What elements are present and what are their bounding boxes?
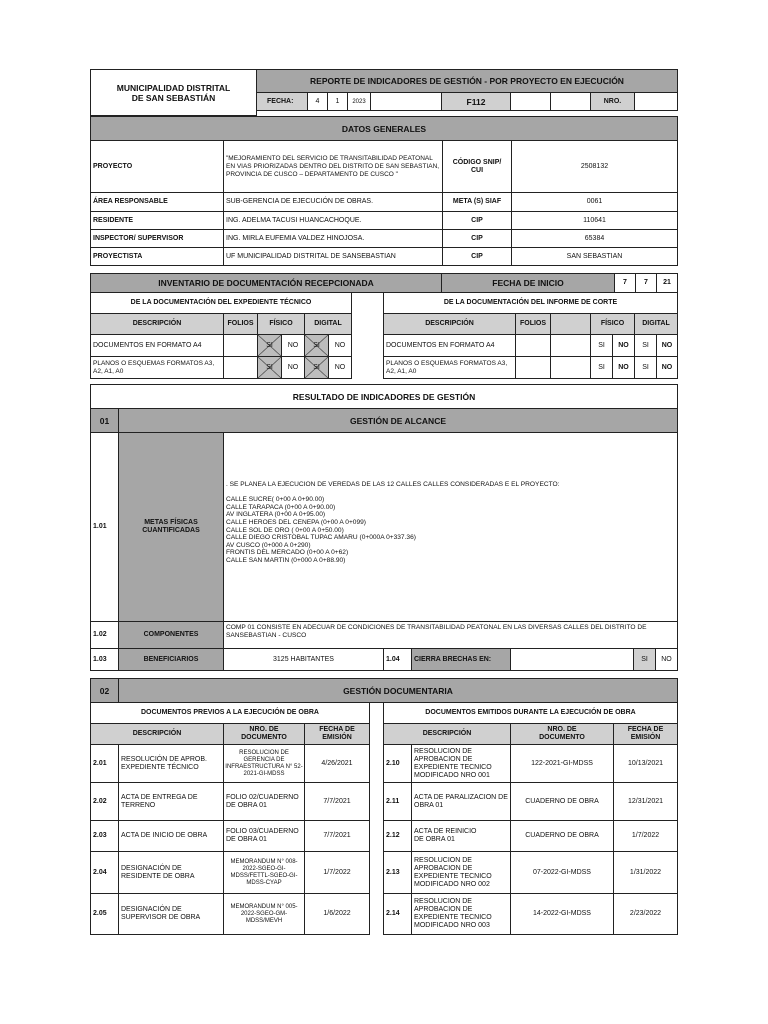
doc-2-04-number: 2.04 xyxy=(90,851,119,894)
doc-2-14-fecha: 2/23/2022 xyxy=(613,893,678,935)
docs-previos-title: DOCUMENTOS PREVIOS A LA EJECUCIÓN DE OBRA xyxy=(90,702,370,724)
doc-2-03-nro: FOLIO 03/CUADERNO DE OBRA 01 xyxy=(223,820,305,852)
inv-left-col-desc: DESCRIPCIÓN xyxy=(90,313,224,335)
gestion-alcance-title: GESTIÓN DE ALCANCE xyxy=(118,408,678,433)
doc-2-01-number: 2.01 xyxy=(90,744,119,783)
cierra-brechas-no: NO xyxy=(655,648,678,671)
form-code: F112 xyxy=(441,92,511,111)
doc-2-03-fecha: 7/7/2021 xyxy=(304,820,370,852)
fecha-label: FECHA: xyxy=(256,92,308,111)
meta-siaf-value: 0061 xyxy=(511,192,678,212)
report-title: REPORTE DE INDICADORES DE GESTIÓN - POR PROYECTO EN EJECUCIÓN xyxy=(256,69,678,93)
inv-right-col-folios: FOLIOS xyxy=(515,313,551,335)
municipality-name: MUNICIPALIDAD DISTRITAL DE SAN SEBASTIÁN xyxy=(90,69,257,116)
fecha-inicio-month: 7 xyxy=(635,273,657,293)
doc-2-04-desc: DESIGNACIÓN DE RESIDENTE DE OBRA xyxy=(118,851,224,894)
residente-value: ING. ADELMA TACUSI HUANCACHOQUE. xyxy=(223,211,443,230)
inv-right-planos-fisico-si: SI xyxy=(590,356,613,379)
beneficiarios-value: 3125 HABITANTES xyxy=(223,648,384,671)
inv-right-a4-folios xyxy=(515,334,551,357)
proyectista-label: PROYECTISTA xyxy=(90,247,224,266)
inv-left-planos-digital-si: SI xyxy=(304,356,329,379)
inv-left-a4-digital-no: NO xyxy=(328,334,352,357)
doc-2-02-nro: FOLIO 02/CUADERNO DE OBRA 01 xyxy=(223,782,305,821)
doc-2-14-desc: RESOLUCION DE APROBACION DE EXPEDIENTE TECNICO MODIFICADO NRO 003 xyxy=(411,893,511,935)
doc-2-03-number: 2.03 xyxy=(90,820,119,852)
residente-cip-value: 110641 xyxy=(511,211,678,230)
inv-left-row-planos: PLANOS O ESQUEMAS FORMATOS A3, A2, A1, A0 xyxy=(90,356,224,379)
inv-right-a4-digital-no: NO xyxy=(656,334,678,357)
inv-right-planos-fisico-no: NO xyxy=(612,356,635,379)
doc-2-13-nro: 07-2022-GI-MDSS xyxy=(510,851,614,894)
doc-2-11-number: 2.11 xyxy=(383,782,412,821)
doc-2-12-desc: ACTA DE REINICIO DE OBRA 01 xyxy=(411,820,511,852)
inventario-title: INVENTARIO DE DOCUMENTACIÓN RECEPCIONADA xyxy=(90,273,442,293)
fecha-month: 1 xyxy=(327,92,348,111)
doc-2-14-nro: 14-2022-GI-MDSS xyxy=(510,893,614,935)
inv-right-row-a4: DOCUMENTOS EN FORMATO A4 xyxy=(383,334,516,357)
doc-2-03-desc: ACTA DE INICIO DE OBRA xyxy=(118,820,224,852)
cierra-brechas-si: SI xyxy=(633,648,656,671)
inv-right-planos-blank xyxy=(550,356,591,379)
informe-corte-title: DE LA DOCUMENTACIÓN DEL INFORME DE CORTE xyxy=(383,292,678,314)
inv-left-planos-digital-no: NO xyxy=(328,356,352,379)
header-blank-2 xyxy=(550,92,591,111)
inv-right-col-digital: DIGITAL xyxy=(634,313,678,335)
inv-left-row-a4: DOCUMENTOS EN FORMATO A4 xyxy=(90,334,224,357)
componentes-text: COMP 01 CONSISTE EN ADECUAR DE CONDICIONES DE TRANSITABILIDAD PEATONAL EN LAS DIVERSAS CALLES DEL DISTRITO DE SANSEBASTIAN - CUSCO xyxy=(223,621,678,649)
doc-2-01-nro: RESOLUCION DE GERENCIA DE INFRAESTRUCTURA N° 52-2021-GI-MDSS xyxy=(223,744,305,783)
doc-2-05-desc: DESIGNACIÓN DE SUPERVISOR DE OBRA xyxy=(118,893,224,935)
metas-fisicas-text: . SE PLANEA LA EJECUCION DE VEREDAS DE LAS 12 CALLES CALLES CONSIDERADAS E EL PROYECTO: CALLE SUCRE( 0+00 A 0+90.00) CALLE TARAPACA (0+00 A 0+90.00) AV INGLATERA (0+00 A 0+95.00) CALLE HEROES DEL CENEPA (0+00 A 0+099) CALLE SOL DE ORO ( 0+00 A 0+50.00) CALLE DIEGO CRISTOBAL TUPAC AMARU (0+000A 0+337.36) AV CUSCO (0+000 A 0+290) FRONTIS DEL MERCADO (0+00 A 0+62) CALLE SAN MARTIN (0+000 A 0+88.90) xyxy=(223,432,678,622)
docs-right-col-fecha: FECHA DE EMISIÓN xyxy=(613,723,678,745)
resultado-title: RESULTADO DE INDICADORES DE GESTIÓN xyxy=(90,384,678,409)
inv-left-a4-digital-si: SI xyxy=(304,334,329,357)
snip-label: CÓDIGO SNIP/ CUI xyxy=(442,140,512,193)
inv-left-planos-fisico-si: SI xyxy=(257,356,282,379)
inv-right-a4-fisico-si: SI xyxy=(590,334,613,357)
doc-2-13-number: 2.13 xyxy=(383,851,412,894)
inv-left-col-folios: FOLIOS xyxy=(223,313,258,335)
doc-2-02-fecha: 7/7/2021 xyxy=(304,782,370,821)
doc-2-01-fecha: 4/26/2021 xyxy=(304,744,370,783)
proyectista-cip-label: CIP xyxy=(442,247,512,266)
doc-2-02-desc: ACTA DE ENTREGA DE TERRENO xyxy=(118,782,224,821)
doc-2-12-nro: CUADERNO DE OBRA xyxy=(510,820,614,852)
residente-cip-label: CIP xyxy=(442,211,512,230)
inv-left-planos-folios xyxy=(223,356,258,379)
metas-fisicas-label: METAS FÍSICAS CUANTIFICADAS xyxy=(118,432,224,622)
doc-2-11-fecha: 12/31/2021 xyxy=(613,782,678,821)
inv-left-a4-fisico-si: SI xyxy=(257,334,282,357)
supervisor-cip-value: 65384 xyxy=(511,229,678,248)
area-responsable-value: SUB-GERENCIA DE EJECUCIÓN DE OBRAS. xyxy=(223,192,443,212)
doc-2-11-nro: CUADERNO DE OBRA xyxy=(510,782,614,821)
proyecto-label: PROYECTO xyxy=(90,140,224,193)
row-1-02-number: 1.02 xyxy=(90,621,119,649)
fecha-inicio-day: 7 xyxy=(614,273,636,293)
beneficiarios-label: BENEFICIARIOS xyxy=(118,648,224,671)
snip-value: 2508132 xyxy=(511,140,678,193)
header-blank-1 xyxy=(510,92,551,111)
inv-right-planos-digital-si: SI xyxy=(634,356,657,379)
doc-2-10-fecha: 10/13/2021 xyxy=(613,744,678,783)
inv-left-col-fisico: FÍSICO xyxy=(257,313,305,335)
row-1-03-number: 1.03 xyxy=(90,648,119,671)
section-02-number: 02 xyxy=(90,678,119,703)
doc-2-10-nro: 122-2021-GI-MDSS xyxy=(510,744,614,783)
fecha-year: 2023 xyxy=(347,92,371,111)
row-1-01-number: 1.01 xyxy=(90,432,119,622)
docs-right-col-desc: DESCRIPCIÓN xyxy=(383,723,511,745)
doc-2-04-nro: MEMORANDUM N° 008-2022-SGEO-GI-MDSS/FETTL-SGEO-GI-MDSS-CYAP xyxy=(223,851,305,894)
doc-2-10-desc: RESOLUCION DE APROBACION DE EXPEDIENTE TECNICO MODIFICADO NRO 001 xyxy=(411,744,511,783)
inv-right-col-desc: DESCRIPCIÓN xyxy=(383,313,516,335)
fecha-extra xyxy=(370,92,442,111)
inv-right-planos-folios xyxy=(515,356,551,379)
proyecto-value: "MEJORAMIENTO DEL SERVICIO DE TRANSITABILIDAD PEATONAL EN VIAS PRIORIZADAS DENTRO DEL DISTRITO DE SAN SEBASTIAN, PROVINCIA DE CUSCO – DEPARTAMENTO DE CUSCO " xyxy=(223,140,443,193)
proyectista-cip-value: SAN SEBASTIAN xyxy=(511,247,678,266)
inv-left-a4-fisico-no: NO xyxy=(281,334,305,357)
doc-2-05-number: 2.05 xyxy=(90,893,119,935)
doc-2-12-fecha: 1/7/2022 xyxy=(613,820,678,852)
meta-siaf-label: META (S) SIAF xyxy=(442,192,512,212)
doc-2-13-desc: RESOLUCION DE APROBACION DE EXPEDIENTE TECNICO MODIFICADO NRO 002 xyxy=(411,851,511,894)
supervisor-label: INSPECTOR/ SUPERVISOR xyxy=(90,229,224,248)
doc-2-13-fecha: 1/31/2022 xyxy=(613,851,678,894)
inv-left-planos-fisico-no: NO xyxy=(281,356,305,379)
inv-right-a4-blank xyxy=(550,334,591,357)
inv-right-row-planos: PLANOS O ESQUEMAS FORMATOS A3, A2, A1, A0 xyxy=(383,356,516,379)
inv-right-col-blank xyxy=(550,313,591,335)
docs-left-col-desc: DESCRIPCIÓN xyxy=(90,723,224,745)
fecha-inicio-year: 21 xyxy=(656,273,678,293)
docs-left-col-nro: NRO. DE DOCUMENTO xyxy=(223,723,305,745)
nro-value xyxy=(634,92,678,111)
doc-2-12-number: 2.12 xyxy=(383,820,412,852)
proyectista-value: UF MUNICIPALIDAD DISTRITAL DE SANSEBASTIAN xyxy=(223,247,443,266)
inv-right-col-fisico: FÍSICO xyxy=(590,313,635,335)
inv-right-a4-fisico-no: NO xyxy=(612,334,635,357)
cierra-brechas-label: CIERRA BRECHAS EN: xyxy=(411,648,511,671)
docs-left-col-fecha: FECHA DE EMISIÓN xyxy=(304,723,370,745)
doc-2-01-desc: RESOLUCIÓN DE APROB. EXPEDIENTE TÉCNICO xyxy=(118,744,224,783)
gestion-documentaria-title: GESTIÓN DOCUMENTARIA xyxy=(118,678,678,703)
componentes-label: COMPONENTES xyxy=(118,621,224,649)
inv-right-a4-digital-si: SI xyxy=(634,334,657,357)
section-01-number: 01 xyxy=(90,408,119,433)
inv-left-a4-folios xyxy=(223,334,258,357)
doc-2-14-number: 2.14 xyxy=(383,893,412,935)
inv-left-col-digital: DIGITAL xyxy=(304,313,352,335)
residente-label: RESIDENTE xyxy=(90,211,224,230)
inv-right-planos-digital-no: NO xyxy=(656,356,678,379)
doc-2-11-desc: ACTA DE PARALIZACION DE OBRA 01 xyxy=(411,782,511,821)
supervisor-cip-label: CIP xyxy=(442,229,512,248)
row-1-04-number: 1.04 xyxy=(383,648,412,671)
docs-right-col-nro: NRO. DE DOCUMENTO xyxy=(510,723,614,745)
fecha-inicio-label: FECHA DE INICIO xyxy=(441,273,615,293)
supervisor-value: ING. MIRLA EUFEMIA VALDEZ HINOJOSA. xyxy=(223,229,443,248)
doc-2-04-fecha: 1/7/2022 xyxy=(304,851,370,894)
doc-2-05-fecha: 1/6/2022 xyxy=(304,893,370,935)
nro-label: NRO. xyxy=(590,92,635,111)
cierra-brechas-value xyxy=(510,648,634,671)
datos-generales-title: DATOS GENERALES xyxy=(90,116,678,141)
expediente-tecnico-title: DE LA DOCUMENTACIÓN DEL EXPEDIENTE TÉCNICO xyxy=(90,292,352,314)
docs-emitidos-title: DOCUMENTOS EMITIDOS DURANTE LA EJECUCIÓN DE OBRA xyxy=(383,702,678,724)
fecha-day: 4 xyxy=(307,92,328,111)
doc-2-10-number: 2.10 xyxy=(383,744,412,783)
area-responsable-label: ÁREA RESPONSABLE xyxy=(90,192,224,212)
doc-2-05-nro: MEMORANDUM N° 005-2022-SGEO-GM-MDSS/MEVH xyxy=(223,893,305,935)
doc-2-02-number: 2.02 xyxy=(90,782,119,821)
